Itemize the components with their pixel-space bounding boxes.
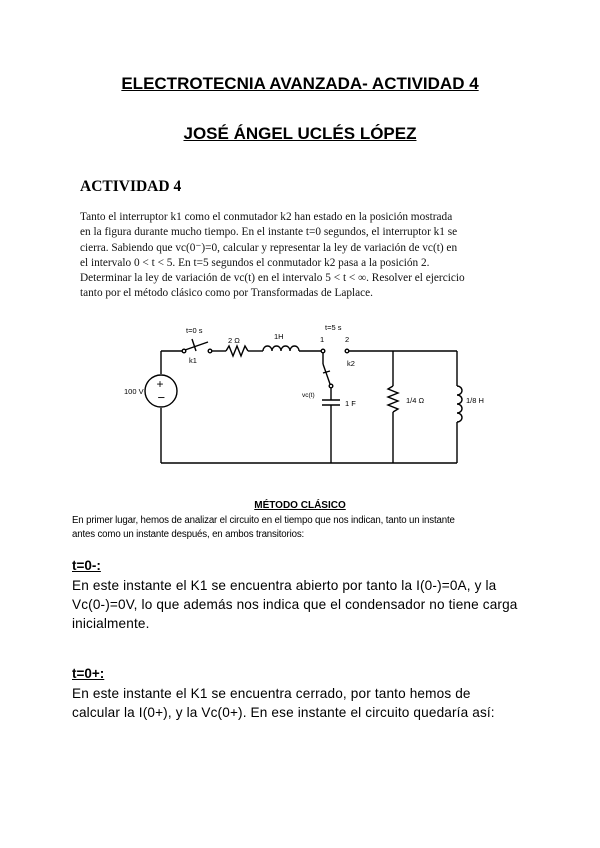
- series-inductor-label: 1H: [274, 332, 284, 341]
- k2-contact-2: [345, 349, 349, 353]
- parallel-inductor: [457, 386, 462, 422]
- capacitor-label: 1 F: [345, 399, 356, 408]
- k2-blade: [323, 364, 330, 384]
- paragraph-line: inicialmente.: [72, 616, 150, 631]
- statement-line: Determinar la ley de variación de vc(t) en el intervalo 5 < t < ∞. Resolver el ejercicio: [80, 272, 465, 285]
- intro-line: antes como un instante después, en ambos transitorios:: [72, 528, 305, 540]
- method-intro: [72, 514, 455, 541]
- activity-heading: ACTIVIDAD 4: [80, 178, 182, 195]
- series-resistor: [226, 346, 248, 356]
- author-name: JOSÉ ÁNGEL UCLÉS LÓPEZ: [183, 124, 417, 143]
- series-inductor: [263, 346, 299, 351]
- vc-label: vc(t): [302, 392, 315, 399]
- k2-time-label: t=5 s: [325, 323, 342, 332]
- statement-line: tanto por el método clásico como por Transformadas de Laplace.: [80, 287, 374, 300]
- method-title: MÉTODO CLÁSICO: [254, 500, 346, 511]
- parallel-resistor-label: 1/4 Ω: [406, 396, 425, 405]
- series-resistor-label: 2 Ω: [228, 336, 240, 345]
- t0-plus-heading: t=0+:: [72, 666, 105, 681]
- t0-minus-heading: t=0-:: [72, 558, 101, 573]
- k2-contact-1: [321, 349, 325, 353]
- paragraph-line: Vc(0-)=0V, lo que además nos indica que el condensador no tiene carga: [72, 597, 518, 612]
- k1-blade: [185, 342, 208, 350]
- k1-contact: [208, 349, 212, 353]
- intro-line: En primer lugar, hemos de analizar el circuito en el tiempo que nos indican, tanto un instante: [72, 515, 455, 526]
- k2-pos1-label: 1: [320, 335, 325, 344]
- paragraph-line: En este instante el K1 se encuentra abierto por tanto la I(0-)=0A, y la: [72, 578, 497, 593]
- paragraph-line: En este instante el K1 se encuentra cerrado, por tanto hemos de: [72, 686, 471, 701]
- statement-line: el intervalo 0 < t < 5. En t=5 segundos el conmutador k2 pasa a la posición 2.: [80, 256, 430, 269]
- statement-line: Tanto el interruptor k1 como el conmutador k2 han estado en la posición mostrada: [80, 211, 453, 223]
- k2-mark: [323, 371, 330, 373]
- source-plus: +: [156, 377, 164, 391]
- t0-plus-text: [72, 684, 495, 722]
- statement-line: cierra. Sabiendo que vc(0⁻)=0, calcular y representar la ley de variación de vc(t) en: [80, 241, 458, 254]
- source-minus: −: [157, 390, 166, 405]
- parallel-resistor: [388, 386, 398, 412]
- k1-name-label: k1: [189, 356, 197, 365]
- parallel-inductor-label: 1/8 H: [466, 396, 484, 405]
- k2-pivot: [329, 384, 333, 388]
- k2-pos2-label: 2: [345, 335, 350, 344]
- k1-mark: [192, 339, 196, 351]
- paragraph-line: calcular la I(0+), y la Vc(0+). En ese instante el circuito quedaría así:: [72, 705, 495, 720]
- statement-line: en la figura durante mucho tiempo. En el instante t=0 segundos, el interruptor k1 se: [80, 226, 458, 239]
- problem-statement: [80, 210, 524, 302]
- k2-name-label: k2: [347, 359, 355, 368]
- source-label: 100 V: [124, 387, 144, 396]
- t0-minus-text: [72, 576, 518, 633]
- document-title: ELECTROTECNIA AVANZADA- ACTIVIDAD 4: [121, 74, 479, 93]
- circuit-diagram: [110, 318, 490, 468]
- k1-time-label: t=0 s: [186, 326, 203, 335]
